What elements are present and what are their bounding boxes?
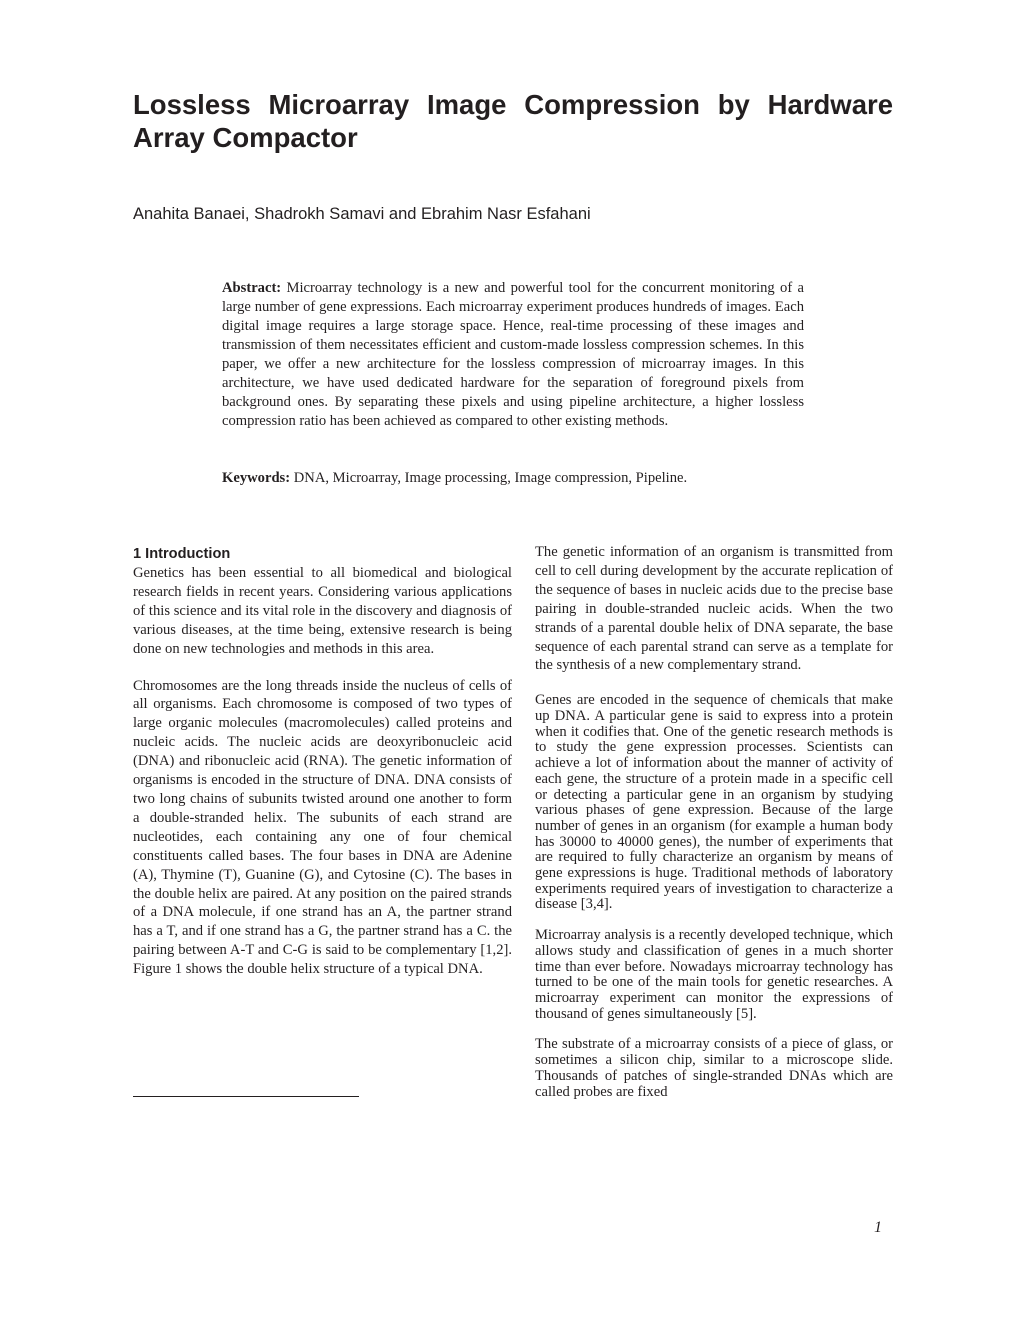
body-paragraph: Chromosomes are the long threads inside the nucleus of cells of all organisms. Each chromosome is composed of two types of large organic molecules (macromolecules) called proteins and nucleic acids. The nucleic acids are deoxyribonucleic acid (DNA) and ribonucleic acid (RNA). The genetic information of organisms is encoded in the structure of DNA. DNA consists of two long chains of subunits twisted around one another to form a double-stranded helix. The subunits of each strand are nucleotides, each containing any one of four chemical constituents called bases. The four bases in DNA are Adenine (A), Thymine (T), Guanine (G), and Cytosine (C). The bases in the double helix are paired. At any position on the paired strands of a DNA molecule, if one strand has an A, the partner strand has a T, and if one strand has a G, the partner strand has a C. the pairing between A-T and C-G is said to be complementary [1,2]. Figure 1 shows the double helix structure of a typical DNA. — [133, 677, 512, 978]
footnote-rule — [133, 1096, 359, 1097]
right-column — [535, 543, 893, 1100]
keywords-label: Keywords: — [222, 470, 291, 486]
paragraph-spacer — [535, 1022, 893, 1037]
section-heading-introduction: 1 Introduction — [133, 546, 231, 562]
keywords — [222, 469, 804, 488]
body-paragraph: The substrate of a microarray consists of a piece of glass, or sometimes a silicon chip, similar to a microscope slide. Thousands of patches of single-stranded DNAs which are called probes are fixed — [535, 1036, 893, 1100]
body-paragraph: The genetic information of an organism is transmitted from cell to cell during development by the accurate replication of the sequence of bases in nucleic acids due to the precise base pairing in double-stranded nucleic acids. When the two strands of a parental double helix of DNA separate, the base sequence of each parental strand can serve as a template for the synthesis of a new complementary strand. — [535, 544, 893, 674]
author-list: Anahita Banaei, Shadrokh Samavi and Ebrahim Nasr Esfahani — [133, 205, 591, 223]
paragraph-spacer — [535, 913, 893, 928]
abstract-text: Microarray technology is a new and powerful tool for the concurrent monitoring of a large number of gene expressions. Each microarray experiment produces hundreds of images. Each digital image requires a large storage space. Hence, real-time processing of these images and transmission of them necessitates efficient and custom-made lossless compression schemes. In this paper, we offer a new architecture for the lossless compression of microarray images. In this architecture, we have used dedicated hardware for the separation of foreground pixels from background ones. By separating these pixels and using pipeline architecture, a higher lossless compression ratio has been achieved as compared to other existing methods. — [222, 280, 805, 429]
keywords-text: DNA, Microarray, Image processing, Image compression, Pipeline. — [293, 470, 688, 486]
abstract — [222, 279, 804, 431]
body-paragraph: Microarray analysis is a recently developed technique, which allows study and classification of genes in a much shorter time than ever before. Nowadays microarray technology has turned to be one of the main tools for genetic researches. A microarray experiment can monitor the expressions of thousand of genes simultaneously [5]. — [535, 927, 893, 1022]
left-column — [133, 544, 512, 979]
paragraph-spacer — [133, 659, 512, 677]
body-paragraph: Genetics has been essential to all biomedical and biological research fields in recent years. Considering various applications of this science and its vital role in the discovery and diagnosis of various diseases, at the time being, extensive research is being done on new technologies and methods in this area. — [133, 565, 512, 657]
body-paragraph: Genes are encoded in the sequence of chemicals that make up DNA. A particular gene is said to express into a protein when it codifies that. One of the genetic research methods is to study the gene expression processes. Scientists can achieve a lot of information about the manner of activity of each gene, the structure of a protein made in a specific cell or detecting a particular gene in an organism by studying various phases of gene expression. Because of the large number of genes in an organism (for example a human body has 30000 to 40000 genes), the number of experiments that are required to fully characterize an organism by means of gene expressions is huge. Traditional methods of laboratory experiments required years of investigation to characterize a disease [3,4]. — [535, 692, 893, 913]
paragraph-spacer — [535, 675, 893, 693]
page-number: 1 — [874, 1219, 882, 1236]
paper-title: Lossless Microarray Image Compression by Hardware Array Compactor — [133, 89, 893, 153]
abstract-label: Abstract: — [222, 280, 282, 296]
